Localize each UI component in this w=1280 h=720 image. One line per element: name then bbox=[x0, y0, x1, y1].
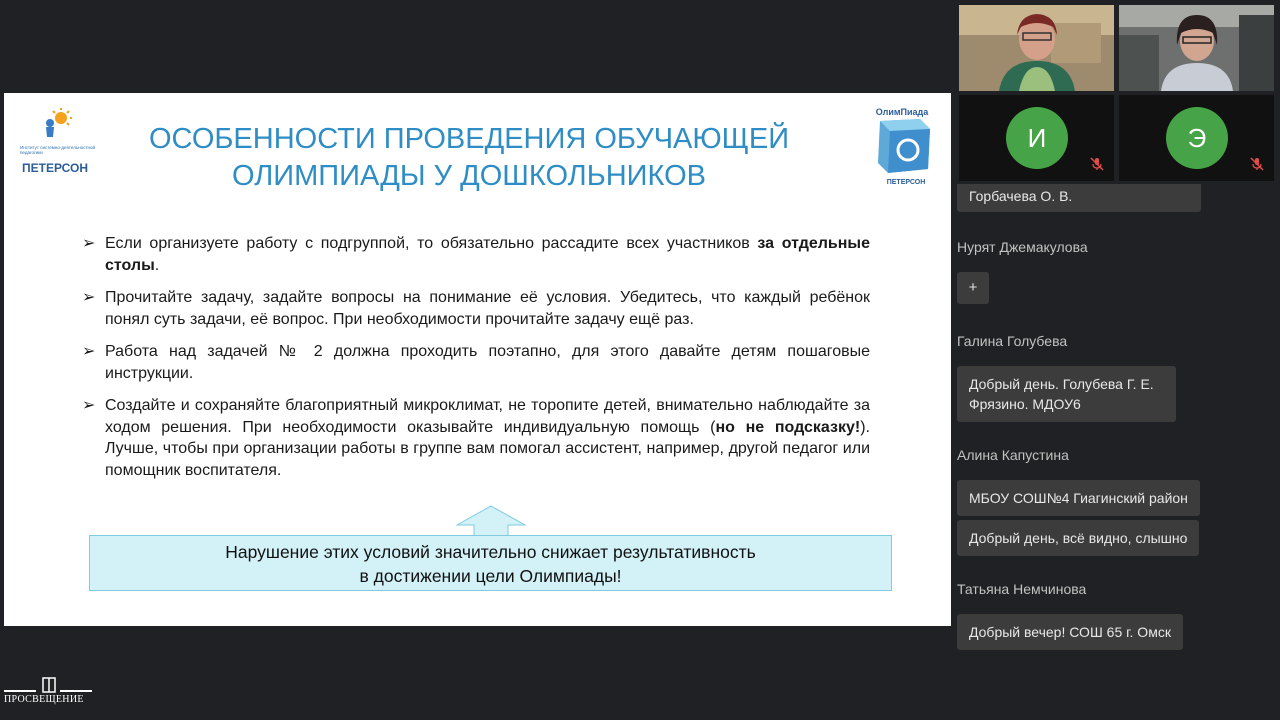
sun-child-icon bbox=[40, 107, 74, 141]
muted-mic-icon bbox=[1090, 157, 1104, 171]
participant-video-frame bbox=[1119, 5, 1274, 91]
callout-line-2: в достижении цели Олимпиады! bbox=[359, 566, 622, 586]
olympiad-logo-brand: ПЕТЕРСОН bbox=[886, 179, 926, 186]
participant-tile[interactable] bbox=[959, 95, 1114, 181]
prosveshchenie-logo bbox=[4, 676, 94, 706]
participant-video-tile[interactable] bbox=[959, 5, 1114, 91]
slide-title-line-2: ОЛИМПИАДЫ У ДОШКОЛЬНИКОВ bbox=[232, 160, 706, 192]
bullet-item: ➢ Создайте и сохраняйте благоприятный микроклимат, не торопите детей, внимательно наблюдайте за ходом решения. При необходимости оказывайте индивидуальную помощь (но не подсказку!). Лучше, чтобы при организации работы в группе вам помогал ассистент, например, другой педагог или помощник воспитателя. bbox=[82, 397, 870, 479]
prosveshchenie-wordmark: ПРОСВЕЩЕНИЕ bbox=[4, 694, 84, 705]
chat-message: + bbox=[957, 272, 989, 304]
institute-brand: ПЕТЕРСОН bbox=[22, 161, 89, 175]
institute-caption: Институт системно-деятельностной педагогики bbox=[20, 145, 96, 155]
olympiad-logo-title: ОлимПиада bbox=[875, 107, 929, 117]
chat-message: Горбачева О. В. bbox=[957, 184, 1201, 212]
chat-message: Добрый день. Голубева Г. Е. Фрязино. МДОУ6 bbox=[957, 366, 1176, 422]
olympiad-logo bbox=[862, 105, 942, 187]
bullet-item: ➢ Прочитайте задачу, задайте вопросы на понимание её условия. Убедитесь, что каждый ребёнок понял суть задачи, её вопрос. При необходимости прочитайте задачу ещё раз. bbox=[82, 289, 870, 328]
chat-message: МБОУ СОШ№4 Гиагинский район bbox=[957, 480, 1200, 516]
muted-mic-icon bbox=[1250, 157, 1264, 171]
bullet-item: ➢ Если организуете работу с подгруппой, то обязательно рассадите всех участников за отдельные столы. bbox=[82, 235, 870, 274]
bullet-arrow-icon: ➢ bbox=[82, 235, 96, 252]
callout-line-1: Нарушение этих условий значительно снижает результативность bbox=[225, 542, 756, 562]
peterson-institute-logo bbox=[20, 103, 100, 183]
participant-avatar: Э bbox=[1166, 107, 1228, 169]
chat-author: Галина Голубева bbox=[957, 333, 1068, 349]
participant-tile[interactable] bbox=[1119, 95, 1274, 181]
bullet-item: ➢ Работа над задачей № 2 должна проходить поэтапно, для этого давайте детям пошаговые инструкции. bbox=[82, 343, 870, 382]
chat-message: Добрый вечер! СОШ 65 г. Омск bbox=[957, 614, 1183, 650]
chat-author: Алина Капустина bbox=[957, 447, 1069, 463]
chat-author: Татьяна Немчинова bbox=[957, 581, 1087, 597]
participant-video-tile[interactable] bbox=[1119, 5, 1274, 91]
olympiad-cube-icon bbox=[862, 105, 942, 187]
up-arrow-icon bbox=[456, 505, 526, 537]
bullet-arrow-icon: ➢ bbox=[82, 289, 96, 306]
bullet-arrow-icon: ➢ bbox=[82, 397, 96, 414]
bullet-list bbox=[78, 233, 870, 492]
callout-box bbox=[89, 535, 892, 591]
bullet-arrow-icon: ➢ bbox=[82, 343, 96, 360]
book-emblem-icon bbox=[40, 676, 58, 694]
chat-panel[interactable] bbox=[957, 184, 1280, 664]
chat-message: Добрый день, всё видно, слышно bbox=[957, 520, 1199, 556]
presentation-slide bbox=[4, 93, 951, 626]
slide-title bbox=[104, 121, 834, 195]
slide-title-line-1: ОСОБЕННОСТИ ПРОВЕДЕНИЯ ОБУЧАЮЩЕЙ bbox=[148, 123, 790, 155]
participant-video-frame bbox=[959, 5, 1114, 91]
participant-avatar: И bbox=[1006, 107, 1068, 169]
chat-author: Нурят Джемакулова bbox=[957, 239, 1088, 255]
